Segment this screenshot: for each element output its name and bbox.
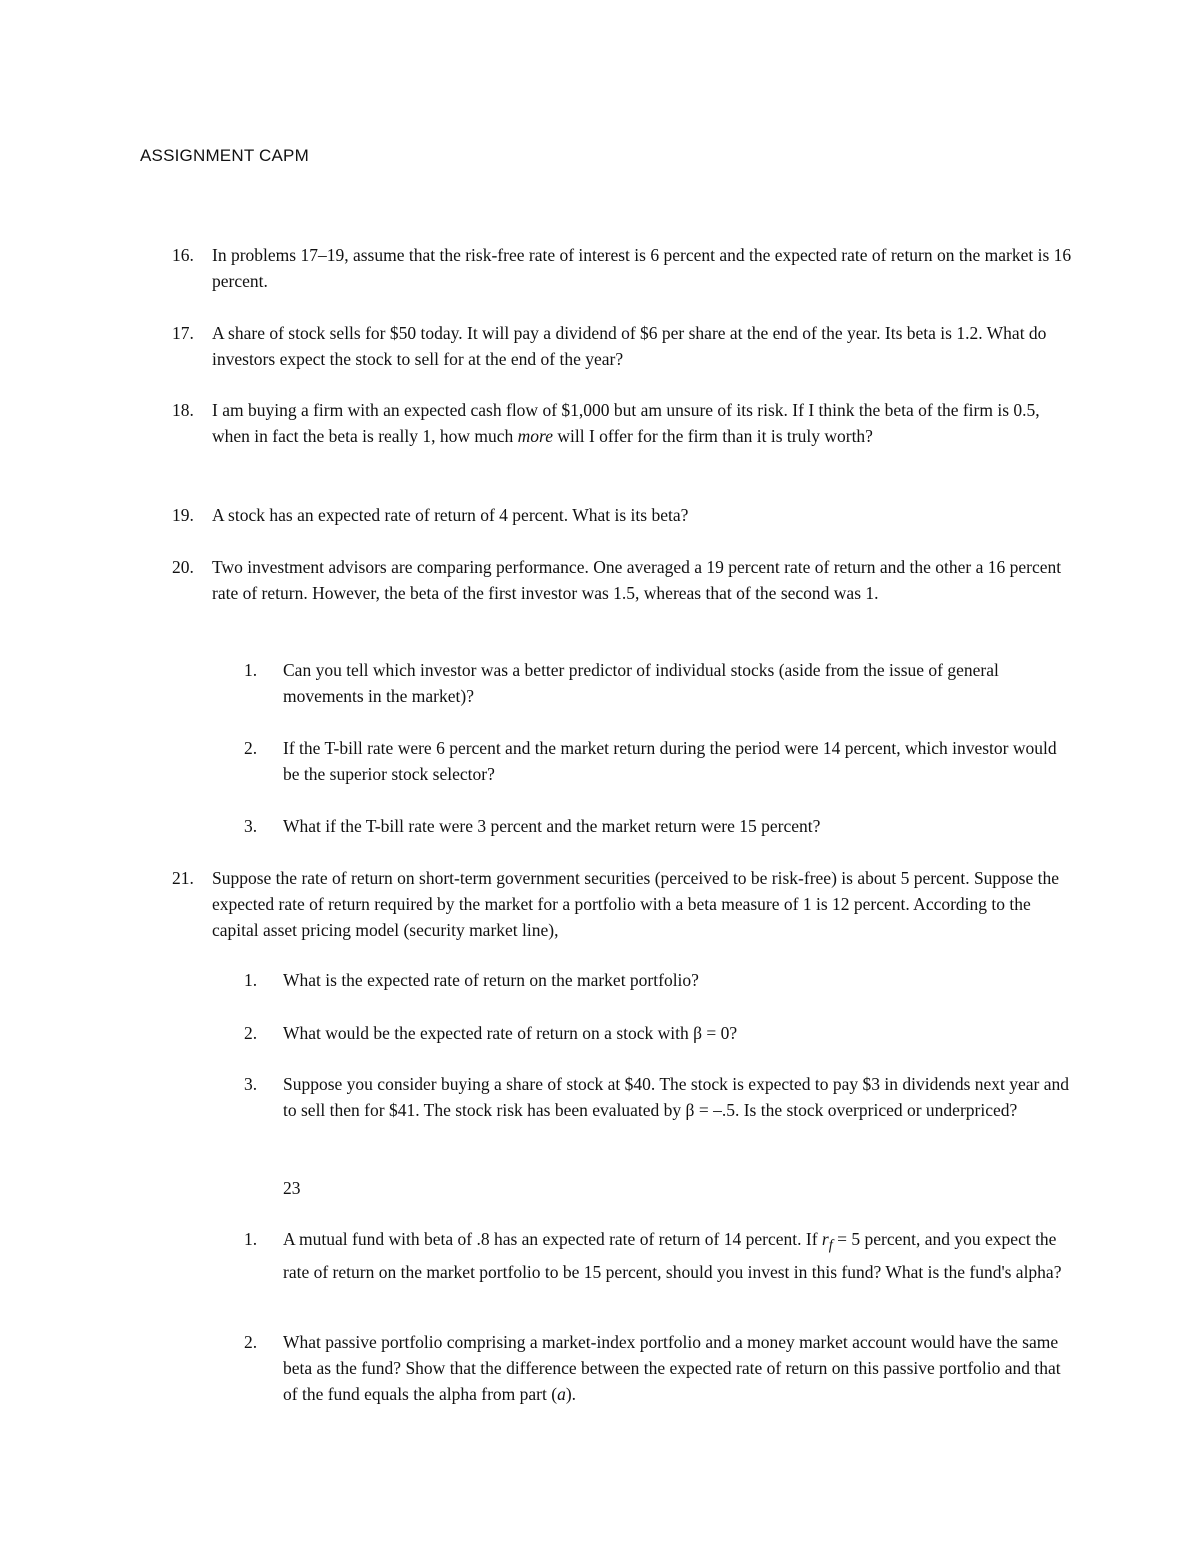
- question-16: [172, 242, 1072, 294]
- part-text: What if the T-bill rate were 3 percent and the market return were 15 percent?: [283, 816, 821, 836]
- question-21: [172, 865, 1072, 943]
- question-21-part-3: [244, 1071, 1074, 1123]
- part-number: 2.: [244, 738, 258, 758]
- question-number: 16.: [172, 245, 194, 265]
- question-20-part-1: [244, 657, 1074, 709]
- document-title: ASSIGNMENT CAPM: [140, 146, 309, 165]
- part-number: 2.: [244, 1023, 258, 1043]
- question-18: [172, 397, 1072, 449]
- question-21-part-2: [244, 1020, 1074, 1046]
- part-text: What would be the expected rate of return on a stock with β = 0?: [283, 1023, 738, 1043]
- question-20: [172, 554, 1072, 606]
- part-text: A mutual fund with beta of .8 has an expected rate of return of 14 percent. If $r_f = 5$ percent, and you expect the rate of return on the market portfolio to be 15 percent, should you invest in this fund? What is the fund's alpha?: [283, 1229, 1062, 1282]
- question-text: Suppose the rate of return on short-term government securities (perceived to be risk-free) is about 5 percent. Suppose the expected rate of return required by the market for a portfolio with a beta measure of 1 is 12 percent. According to the capital asset pricing model (security market line),: [212, 868, 1060, 940]
- part-text: Suppose you consider buying a share of stock at $40. The stock is expected to pay $3 in dividends next year and to sell then for $41. The stock risk has been evaluated by β = –.5. Is the stock overpriced or underpriced?: [283, 1074, 1070, 1120]
- question-20-part-2: [244, 735, 1074, 787]
- part-number: 2.: [244, 1332, 258, 1352]
- question-21-part-1: [244, 967, 1074, 993]
- question-number: 17.: [172, 323, 194, 343]
- question-text: A share of stock sells for $50 today. It will pay a dividend of $6 per share at the end of the year. Its beta is 1.2. What do investors expect the stock to sell for at the end of the year?: [212, 323, 1047, 369]
- question-number: 18.: [172, 400, 194, 420]
- part-text: What passive portfolio comprising a market-index portfolio and a money market account would have the same beta as the fund? Show that the difference between the expected rate of return on this passive portfolio and that of the fund equals the alpha from part (a).: [283, 1332, 1061, 1404]
- question-23-part-1: [244, 1226, 1074, 1285]
- part-text: Can you tell which investor was a better predictor of individual stocks (aside from the issue of general movements in the market)?: [283, 660, 999, 706]
- question-23-part-2: [244, 1329, 1074, 1407]
- question-text: I am buying a firm with an expected cash flow of $1,000 but am unsure of its risk. If I think the beta of the firm is 0.5, when in fact the beta is really 1, how much more will I offer for the firm than it is truly worth?: [212, 400, 1040, 446]
- part-number: 3.: [244, 816, 258, 836]
- part-number: 1.: [244, 970, 258, 990]
- question-text: A stock has an expected rate of return of 4 percent. What is its beta?: [212, 505, 689, 525]
- question-number: 21.: [172, 868, 194, 888]
- question-20-part-3: [244, 813, 1074, 839]
- question-23-label: 23: [283, 1178, 301, 1198]
- question-number: 20.: [172, 557, 194, 577]
- part-number: 1.: [244, 1229, 258, 1249]
- part-text: What is the expected rate of return on the market portfolio?: [283, 970, 699, 990]
- part-text: If the T-bill rate were 6 percent and the market return during the period were 14 percent, which investor would be the superior stock selector?: [283, 738, 1057, 784]
- part-number: 3.: [244, 1074, 258, 1094]
- part-number: 1.: [244, 660, 258, 680]
- question-text: In problems 17–19, assume that the risk-free rate of interest is 6 percent and the expected rate of return on the market is 16 percent.: [212, 245, 1072, 291]
- question-number: 19.: [172, 505, 194, 525]
- question-19: [172, 502, 1072, 528]
- question-text: Two investment advisors are comparing performance. One averaged a 19 percent rate of return and the other a 16 percent rate of return. However, the beta of the first investor was 1.5, whereas that of the second was 1.: [212, 557, 1062, 603]
- question-17: [172, 320, 1072, 372]
